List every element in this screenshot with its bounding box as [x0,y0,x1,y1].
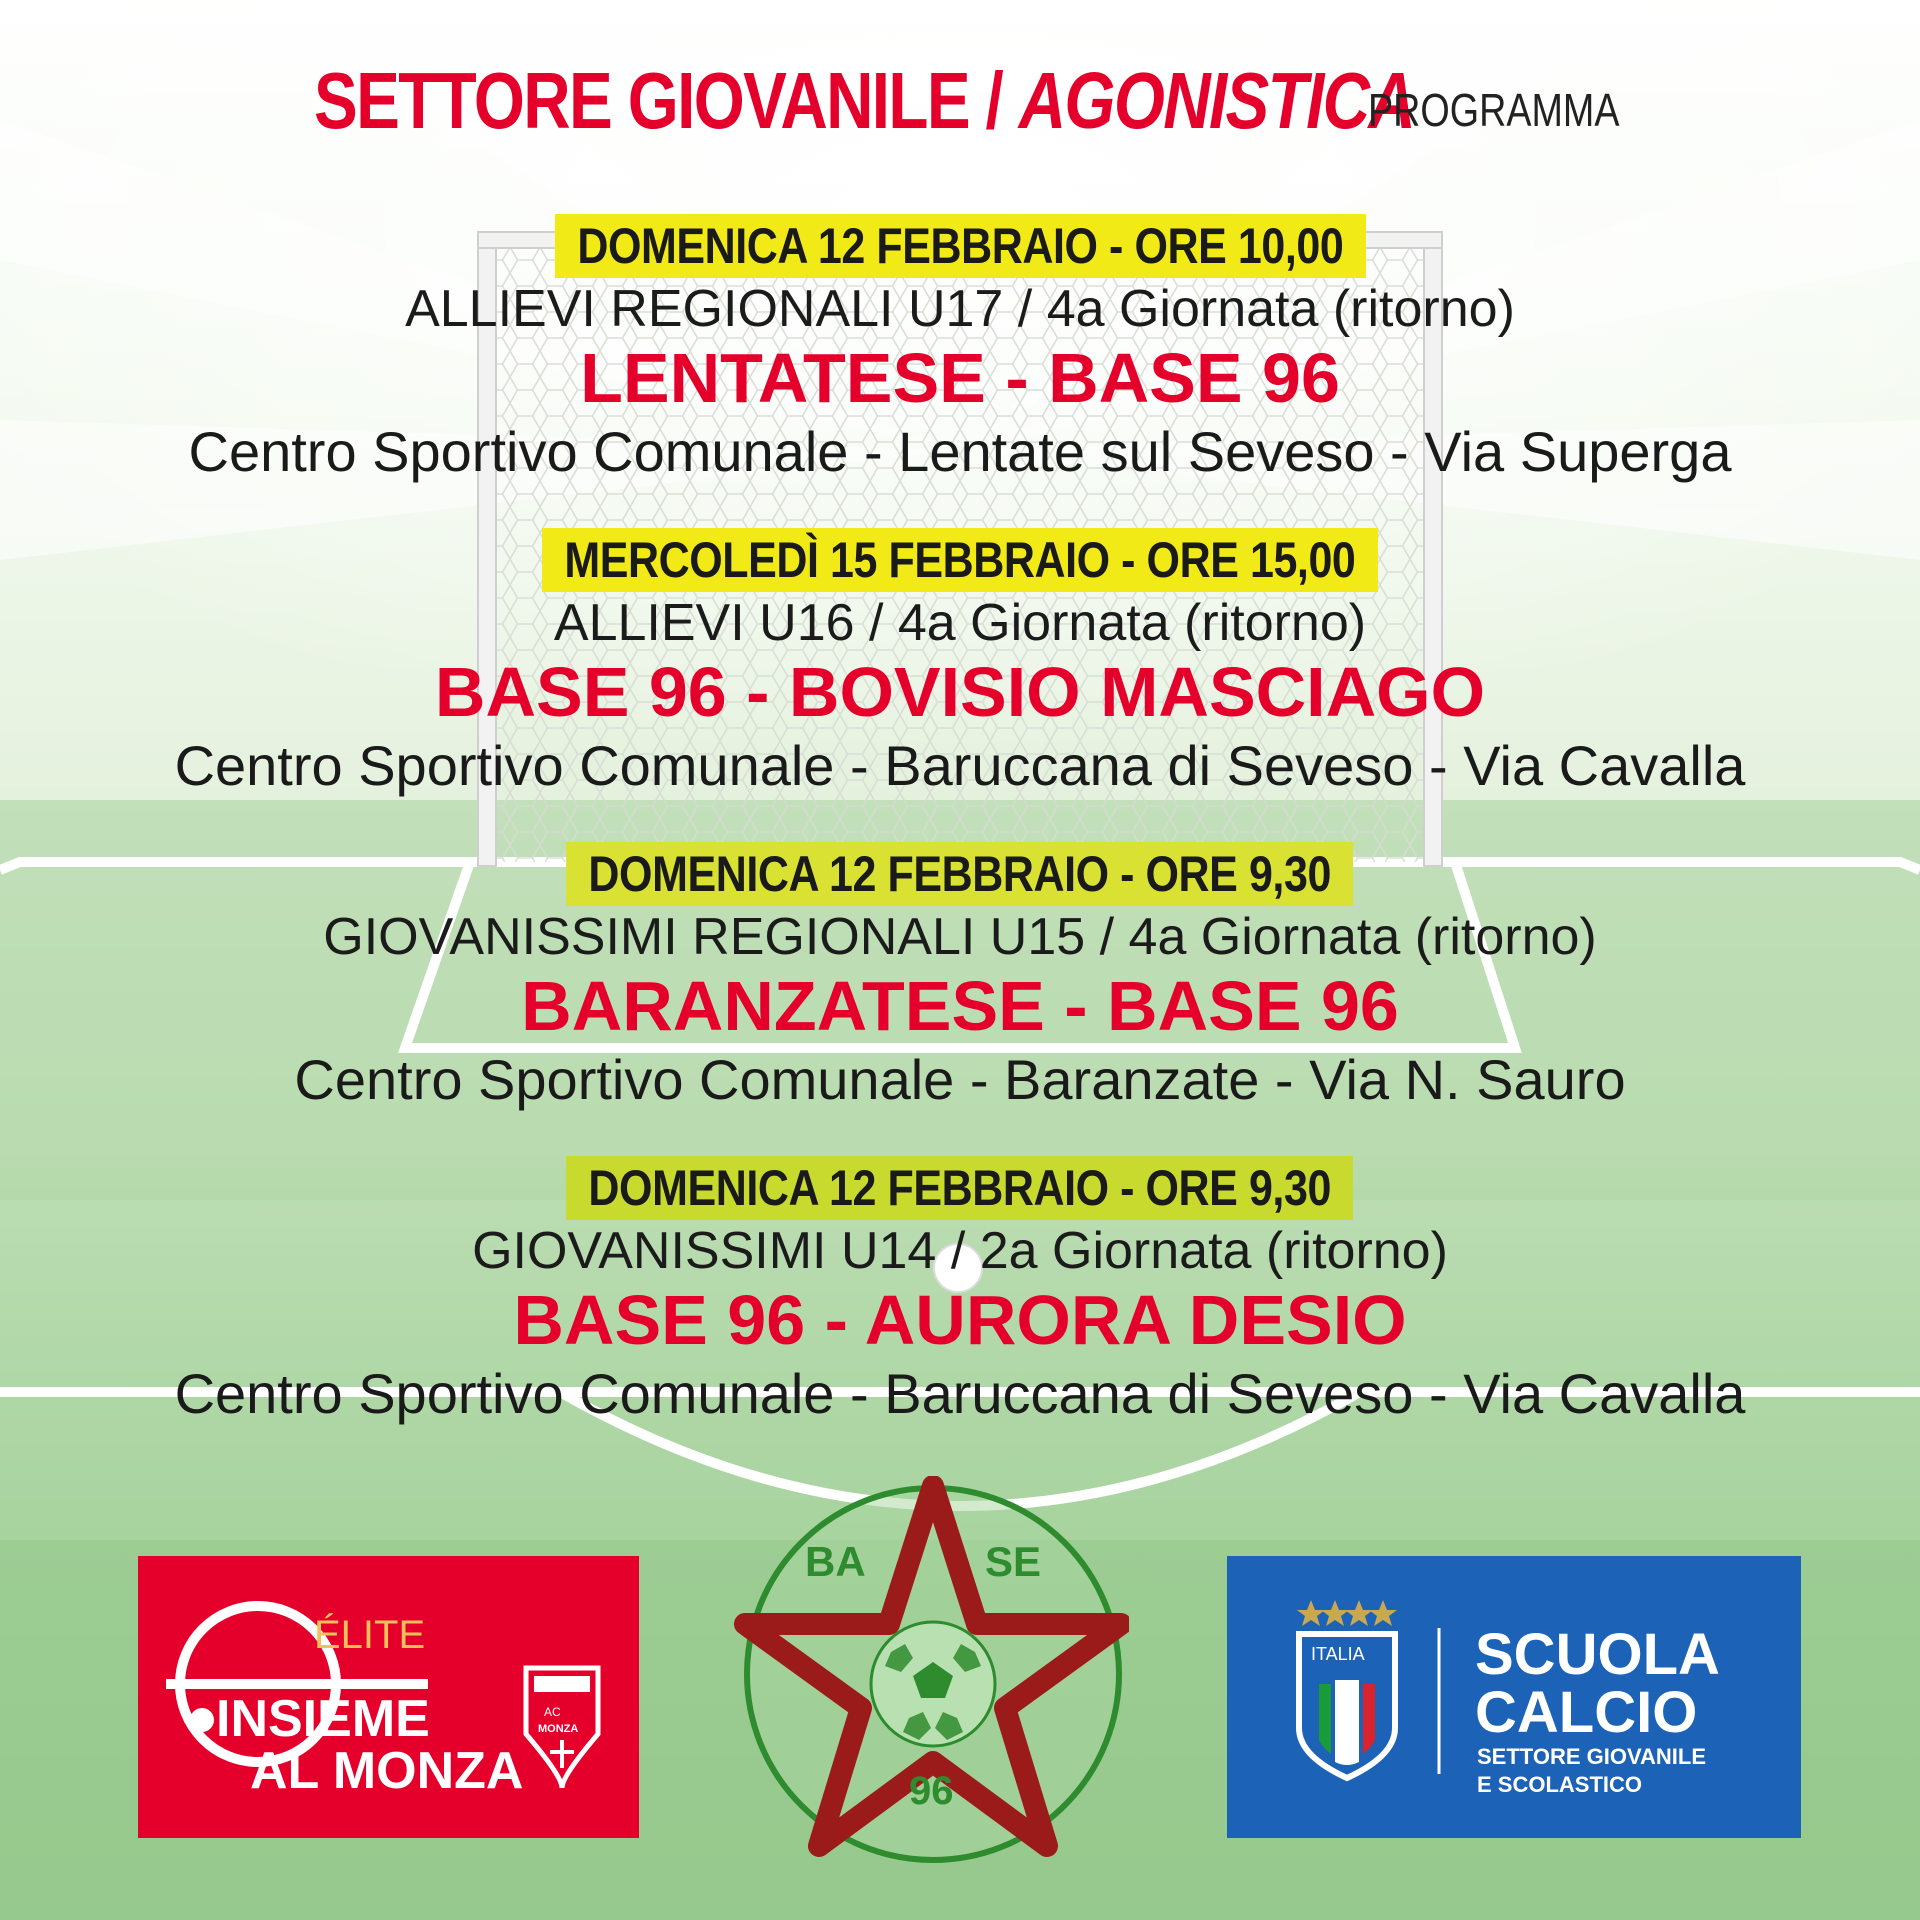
round-label: / 4a Giornata (ritorno) [1099,908,1597,966]
round-label: / 2a Giornata (ritorno) [950,1222,1448,1280]
monza-line1: INSIEME [216,1690,430,1748]
monza-line2: AL MONZA [250,1742,524,1800]
match-venue: Centro Sportivo Comunale - Lentate sul Seveso - Via Superga [188,420,1732,483]
match-teams: BASE 96 - BOVISIO MASCIAGO [434,653,1486,731]
round-label: / 4a Giornata (ritorno) [868,594,1367,652]
base96-left: BA [805,1538,866,1585]
figc-line4: E SCOLASTICO [1477,1772,1643,1797]
figc-line3: SETTORE GIOVANILE [1477,1744,1706,1769]
match-venue: Centro Sportivo Comunale - Baruccana di Seveso - Via Cavalla [174,734,1746,797]
monza-elite: ÉLITE [314,1613,426,1657]
category-name: ALLIEVI U16 [553,594,855,652]
base96-bottom: 96 [909,1769,954,1813]
match-card [0,528,1920,802]
round-label: / 4a Giornata (ritorno) [1017,280,1515,338]
match-teams: BASE 96 - AURORA DESIO [513,1281,1407,1359]
scuola-calcio-logo [1227,1556,1801,1838]
monza-emblem-icon [138,1556,639,1838]
date-band: DOMENICA 12 FEBBRAIO - ORE 10,00 [555,214,1366,278]
monza-badge-bottom: MONZA [538,1723,579,1735]
figc-shield-icon [1227,1556,1801,1838]
figc-country: ITALIA [1311,1644,1365,1664]
match-card [0,842,1920,1116]
page-subtitle: PROGRAMMA [1368,84,1620,136]
match-venue: Centro Sportivo Comunale - Baruccana di Seveso - Via Cavalla [174,1362,1746,1425]
base96-right: SE [985,1538,1042,1585]
figc-line1: SCUOLA [1475,1622,1720,1687]
figc-line2: CALCIO [1475,1680,1698,1745]
title-italic: AGONISTICA [1018,56,1415,145]
date-band: DOMENICA 12 FEBBRAIO - ORE 9,30 [566,1156,1353,1220]
date-band: DOMENICA 12 FEBBRAIO - ORE 9,30 [566,842,1353,906]
base96-star-icon [733,1476,1129,1872]
category-name: GIOVANISSIMI U14 [472,1222,937,1280]
match-category [0,906,1920,968]
monza-badge-top: AC [544,1705,561,1719]
match-category [0,592,1920,654]
insieme-al-monza-logo [138,1556,639,1838]
match-teams: BARANZATESE - BASE 96 [521,967,1399,1045]
match-card [0,1156,1920,1430]
category-name: ALLIEVI REGIONALI U17 [405,280,1004,338]
date-band: MERCOLEDÌ 15 FEBBRAIO - ORE 15,00 [542,528,1378,592]
base96-logo [733,1476,1129,1872]
match-category [0,278,1920,340]
category-name: GIOVANISSIMI REGIONALI U15 [323,908,1086,966]
header [0,55,1920,165]
match-card [0,214,1920,488]
match-teams: LENTATESE - BASE 96 [580,339,1340,417]
match-category [0,1220,1920,1282]
title-main: SETTORE GIOVANILE / [314,56,1003,145]
match-venue: Centro Sportivo Comunale - Baranzate - Via N. Sauro [294,1048,1626,1111]
page-title [314,55,1414,147]
